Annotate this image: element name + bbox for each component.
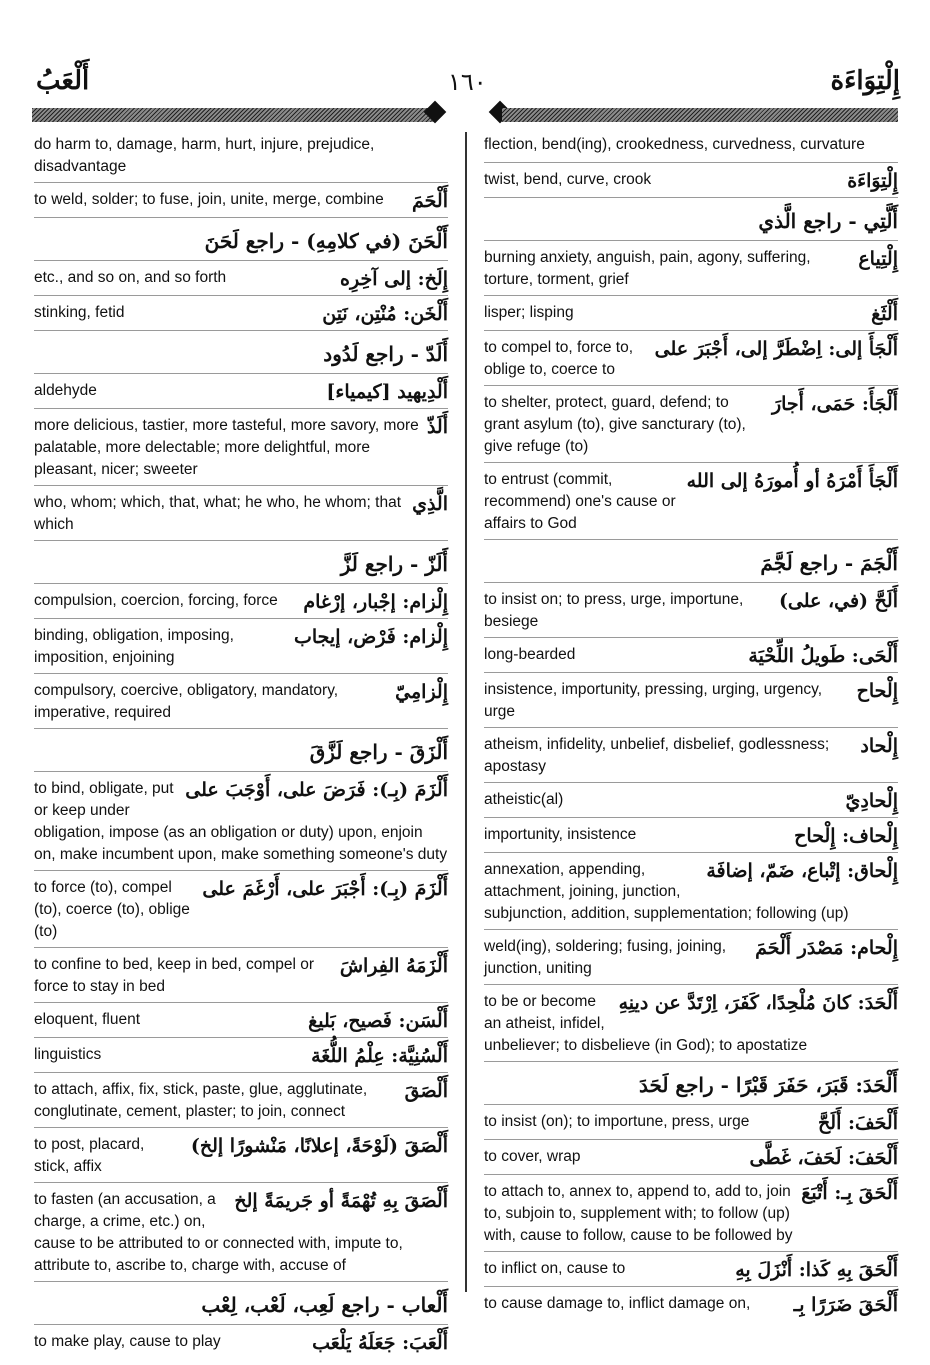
english-definition: to make play, cause to play — [34, 1333, 221, 1350]
english-definition: insistence, importunity, pressing, urging, urgency, urge — [484, 681, 823, 720]
english-definition: to force (to), compel (to), coerce (to), oblige (to) — [34, 879, 190, 940]
arabic-headword: إِلْتِياع — [858, 248, 898, 270]
dictionary-entry — [484, 1146, 898, 1175]
arabic-headword: إِلْحاق: إتْباع، ضَمّ، إضافَة — [706, 860, 898, 882]
arabic-headword: أَلْجَأَ: حَمَى، أَجارَ — [771, 393, 898, 415]
dictionary-entry — [34, 877, 448, 948]
english-definition: to attach, affix, fix, stick, paste, glue, agglutinate, conglutinate, cement, plaster; to join, connect — [34, 1081, 368, 1120]
english-definition: to confine to bed, keep in bed, compel or force to stay in bed — [34, 956, 315, 995]
english-definition: weld(ing), soldering; fusing, joining, junction, uniting — [484, 938, 727, 977]
arabic-headword: إِلْزام: فَرْض، إيجاب — [293, 626, 448, 648]
dictionary-entry — [34, 134, 448, 183]
dictionary-entry — [484, 936, 898, 985]
dictionary-entry — [34, 267, 448, 296]
english-definition: to weld, solder; to fuse, join, unite, merge, combine — [34, 191, 384, 208]
english-definition: to insist on; to press, urge, importune, besiege — [484, 591, 744, 630]
arabic-headword: أَلْحَقَ ضَرَرًا بِـ — [793, 1294, 898, 1316]
header-rule-right — [502, 108, 898, 122]
english-definition: to cover, wrap — [484, 1148, 581, 1165]
arabic-headword: أَلْحَمَ — [412, 190, 448, 212]
dictionary-entry — [34, 1134, 448, 1183]
arabic-headword: إِلْحام: مَصْدَر أَلْحَمَ — [755, 937, 898, 959]
english-definition: linguistics — [34, 1046, 102, 1063]
arabic-headword: إِلْحاف: إِلْحاح — [794, 825, 898, 847]
column-divider — [465, 132, 467, 1292]
dictionary-entry — [484, 247, 898, 296]
english-definition: to compel to, force to, oblige to, coerce to — [484, 339, 634, 378]
english-definition: flection, bend(ing), crookedness, curvedness, curvature — [484, 136, 865, 153]
arabic-headword: إِلْحادِيّ — [845, 790, 898, 812]
dictionary-entry — [34, 302, 448, 331]
arabic-headword: الَّذِي — [412, 493, 448, 515]
left-guide-word: أَلْعَبُ — [36, 66, 90, 96]
dictionary-entry — [484, 644, 898, 673]
arabic-headword: أَلْحَى: طَويلُ اللِّحْيَة — [748, 645, 898, 667]
arabic-headword: أَلْصَقَ (لَوْحَةً، إعلانًا، مَنْشورًا إلخ) — [190, 1135, 448, 1157]
english-definition: to attach to, annex to, append to, add to, join to, subjoin to, supplement with; to follow (up) with, cause to follow, cause to be followed by — [484, 1183, 793, 1244]
dictionary-entry — [34, 680, 448, 729]
cross-reference-text: أَلْحَدَ: قَبَرَ، حَفَرَ قَبْرًا - راجع لَحَدَ — [638, 1073, 898, 1097]
english-definition: atheistic(al) — [484, 791, 564, 808]
english-definition: who, whom; which, that, what; he who, he whom; that which — [34, 494, 402, 533]
dictionary-entry — [34, 1044, 448, 1073]
english-definition: annexation, appending, attachment, joining, junction, subjunction, addition, supplementation; following (up) — [484, 861, 849, 922]
arabic-headword: أَلْحَقَ بِـ: أَتْبَعَ — [801, 1182, 898, 1204]
dictionary-entry — [484, 302, 898, 331]
arabic-headword: إِلْزامِيّ — [395, 681, 448, 703]
arabic-headword: أَلْحَفَ: أَلَحَّ — [818, 1112, 898, 1134]
dictionary-entry — [34, 954, 448, 1003]
cross-reference-entry — [34, 735, 448, 772]
cross-reference-entry — [34, 1288, 448, 1325]
dictionary-entry — [34, 625, 448, 674]
english-definition: to entrust (commit, recommend) one's cause or affairs to God — [484, 471, 676, 532]
arabic-headword: إِلْحاح — [856, 680, 898, 702]
cross-reference-text: أَلْحَنَ (في كلامِهِ) - راجع لَحَنَ — [204, 229, 448, 253]
arabic-headword: أَلْحَدَ: كانَ مُلْحِدًا، كَفَرَ، اِرْتَدَّ عن دينِهِ — [618, 992, 898, 1014]
english-definition: stinking, fetid — [34, 304, 125, 321]
english-definition: etc., and so on, and so forth — [34, 269, 227, 286]
english-definition: importunity, insistence — [484, 826, 637, 843]
english-definition: to inflict on, cause to — [484, 1260, 626, 1277]
left-column — [34, 134, 448, 1365]
dictionary-entry — [34, 778, 448, 871]
dictionary-entry — [484, 789, 898, 818]
dictionary-entry — [34, 1009, 448, 1038]
english-definition: to cause damage to, inflict damage on, — [484, 1295, 751, 1312]
english-definition: binding, obligation, imposing, imposition, enjoining — [34, 627, 234, 666]
cross-reference-text: أَلْجَمَ - راجع لَجَّمَ — [760, 551, 898, 575]
english-definition: burning anxiety, anguish, pain, agony, suffering, torture, torment, grief — [484, 249, 811, 288]
english-definition: to shelter, protect, guard, defend; to grant asylum (to), give sancturary (to), give refuge (to) — [484, 394, 746, 455]
cross-reference-entry — [34, 547, 448, 584]
english-definition: compulsion, coercion, forcing, force — [34, 592, 278, 609]
dictionary-entry — [484, 589, 898, 638]
cross-reference-text: أَلْعاب - راجع لَعِب، لَعْب، لِعْب — [201, 1293, 448, 1317]
arabic-headword: أَلْزَمَ (بِـ): أَجْبَرَ على، أَرْغَمَ على — [202, 878, 448, 900]
english-definition: to bind, obligate, put or keep under obligation, impose (as an obligation or duty) upon, enjoin on, make incumbent upon, make something someone's duty — [34, 780, 448, 863]
cross-reference-entry — [484, 1068, 898, 1105]
arabic-headword: أَلْزَمَهُ الفِراشَ — [339, 955, 448, 977]
dictionary-entry — [34, 590, 448, 619]
english-definition: to post, placard, stick, affix — [34, 1136, 145, 1175]
arabic-headword: أَلَحَّ (في، على) — [778, 590, 898, 612]
dictionary-entry — [484, 169, 898, 198]
arabic-headword: أَلْعَبَ: جَعَلَهُ يَلْعَب — [312, 1332, 448, 1354]
page-number: ١٦٠ — [448, 68, 487, 96]
english-definition: do harm to, damage, harm, hurt, injure, prejudice, disadvantage — [34, 136, 375, 175]
dictionary-entry — [484, 392, 898, 463]
dictionary-entry — [34, 1079, 448, 1128]
english-definition: aldehyde — [34, 382, 97, 399]
dictionary-entry — [34, 492, 448, 541]
arabic-headword: أَلْحَفَ: لَحَفَ، غَطَّى — [749, 1147, 898, 1169]
english-definition: long-bearded — [484, 646, 576, 663]
dictionary-entry — [34, 1189, 448, 1282]
dictionary-entry — [484, 679, 898, 728]
arabic-headword: أَلْخَن: مُنْتِن، نَتِن — [322, 303, 448, 325]
english-definition: to insist (on); to importune, press, urge — [484, 1113, 750, 1130]
english-definition: to fasten (an accusation, a charge, a crime, etc.) on, cause to be attributed to or connected with, impute to, attribute to, ascribe to, charge with, accuse of — [34, 1191, 403, 1274]
english-definition: eloquent, fluent — [34, 1011, 141, 1028]
dictionary-entry — [484, 991, 898, 1062]
cross-reference-entry — [34, 337, 448, 374]
arabic-headword: أَلْحَقَ بِهِ كَذا: أَنْزَلَ بِهِ — [735, 1259, 898, 1281]
english-definition: more delicious, tastier, more tasteful, more savory, more palatable, more delectable; more delightful, more pleasant, nicer; sweeter — [34, 417, 419, 478]
right-column — [484, 134, 898, 1327]
english-definition: lisper; lisping — [484, 304, 574, 321]
english-definition: atheism, infidelity, unbelief, disbelief, godlessness; apostasy — [484, 736, 830, 775]
dictionary-entry — [484, 1293, 898, 1321]
arabic-headword: إِلْحاد — [860, 735, 898, 757]
dictionary-entry — [484, 824, 898, 853]
dictionary-entry — [484, 859, 898, 930]
cross-reference-text: أَلْزَقَ - راجع لَزَّقَ — [309, 740, 448, 764]
arabic-headword: أَلْدِيهيد [كيمياء] — [326, 381, 448, 403]
cross-reference-entry — [484, 204, 898, 241]
arabic-headword: أَلْثَغ — [871, 303, 898, 325]
arabic-headword: أَلْجَأَ أَمْرَهُ أو أُمورَهُ إلى الله — [686, 470, 898, 492]
arabic-headword: أَلْصَقَ بِهِ تُهْمَةً أو جَريمَةً إلخ — [234, 1190, 448, 1212]
arabic-headword: أَلْزَمَ (بِـ): فَرَضَ على، أَوْجَبَ على — [185, 779, 448, 801]
dictionary-entry — [34, 189, 448, 218]
dictionary-entry — [484, 734, 898, 783]
dictionary-entry — [34, 380, 448, 409]
arabic-headword: أَلْصَقَ — [404, 1080, 448, 1102]
arabic-headword: إِلْزام: إجْبار، إرْغام — [303, 591, 448, 613]
right-guide-word: إِلْتِوَاءَة — [830, 66, 900, 96]
dictionary-entry — [484, 1181, 898, 1252]
arabic-headword: أَلْسُنِيَّة: عِلْمُ اللُّغَة — [311, 1045, 448, 1067]
dictionary-entry — [484, 337, 898, 386]
arabic-headword: إِلْتِوَاءَة — [847, 170, 898, 192]
cross-reference-entry — [484, 546, 898, 583]
cross-reference-text: أَلَّتِي - راجع الَّذي — [758, 209, 898, 233]
dictionary-entry — [484, 1258, 898, 1287]
page-header — [30, 66, 900, 106]
dictionary-entry — [484, 134, 898, 163]
cross-reference-text: أَلَدّ - راجع لَدُود — [323, 342, 448, 366]
cross-reference-text: أَلَزّ - راجع لَزَّ — [340, 552, 448, 576]
dictionary-entry — [484, 469, 898, 540]
arabic-headword: أَلْجَأَ إلى: اِضْطَرَّ إلى، أَجْبَرَ على — [654, 338, 898, 360]
cross-reference-entry — [34, 224, 448, 261]
dictionary-entry — [34, 415, 448, 486]
english-definition: compulsory, coercive, obligatory, mandatory, imperative, required — [34, 682, 339, 721]
arabic-headword: أَلْسَن: فَصيح، بَليغ — [308, 1010, 448, 1032]
arabic-headword: أَلَذّ — [426, 416, 448, 438]
english-definition: twist, bend, curve, crook — [484, 171, 652, 188]
dictionary-entry — [34, 1331, 448, 1359]
arabic-headword: إِلَخ: إلى آخِرِه — [340, 268, 448, 290]
dictionary-entry — [484, 1111, 898, 1140]
english-definition: to be or become an atheist, infidel, unbeliever; to disbelieve (in God); to apostatize — [484, 993, 808, 1054]
header-rule-left — [32, 108, 434, 122]
